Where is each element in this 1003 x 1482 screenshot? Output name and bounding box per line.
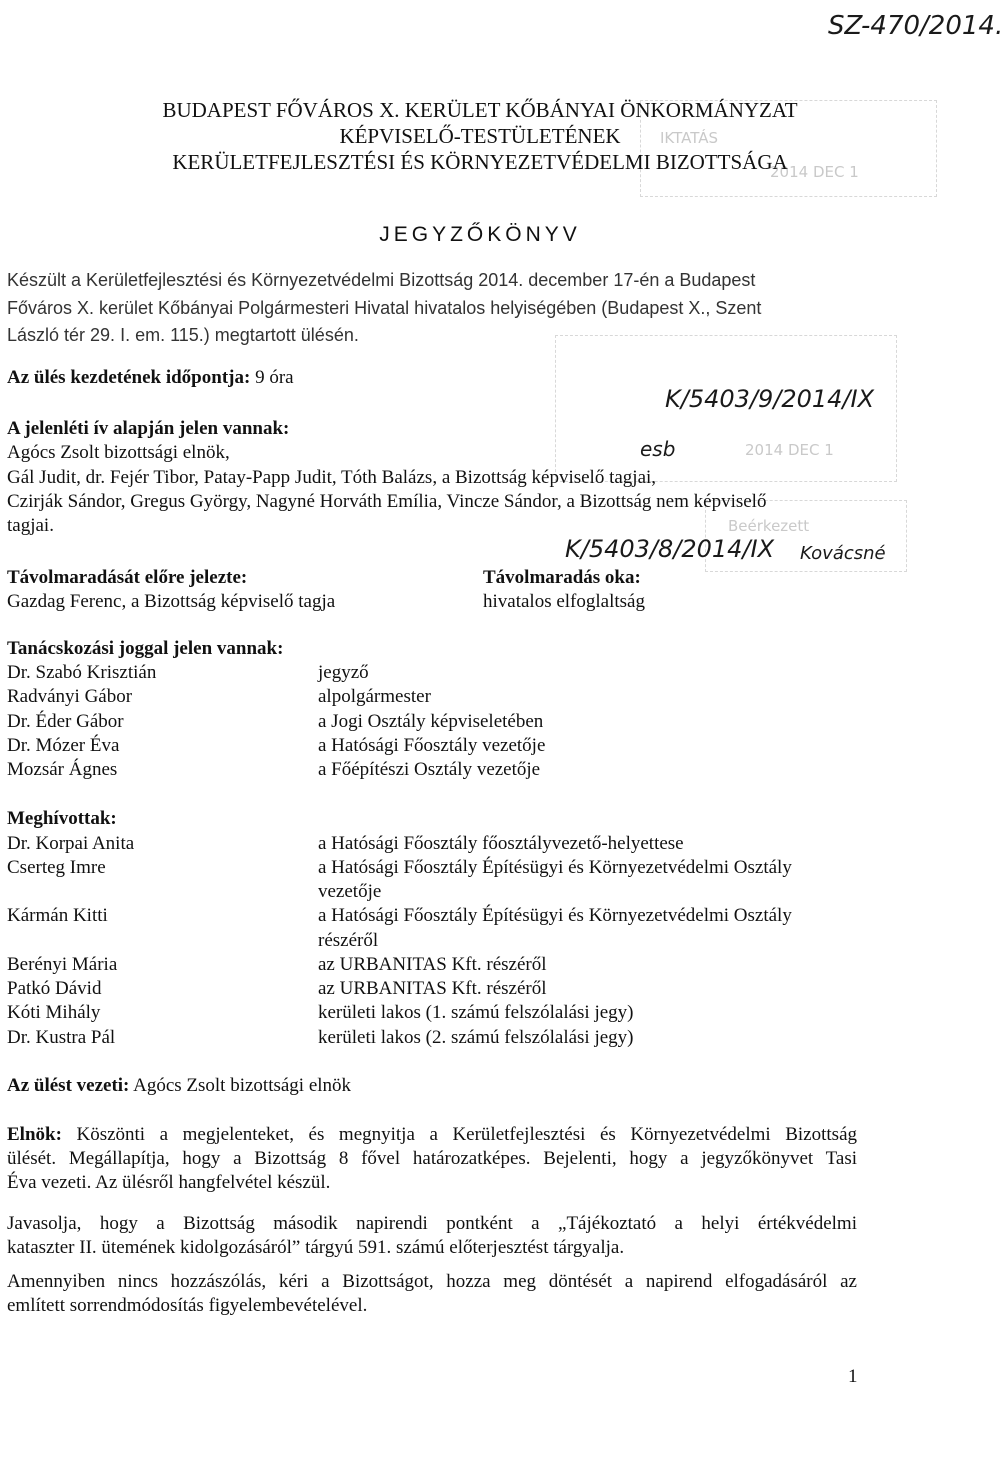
handwritten-mark: esb bbox=[640, 437, 676, 461]
advisory-role: a Főépítészi Osztály vezetője bbox=[318, 759, 541, 780]
invited-name: Dr. Korpai Anita bbox=[7, 833, 135, 854]
para3-line-1: Amennyiben nincs hozzászólás, kéri a Bizottságot, hozza meg döntését a napirend elfogadásáról az bbox=[7, 1271, 857, 1292]
absence-reason-label: Távolmaradás oka: bbox=[483, 567, 641, 588]
handwritten-note: Kovácsné bbox=[800, 543, 886, 564]
advisory-role: a Jogi Osztály képviseletében bbox=[318, 711, 544, 732]
para1-line-1 bbox=[7, 1123, 857, 1147]
attendance-line-4: tagjai. bbox=[7, 515, 54, 536]
start-time-label: Az ülés kezdetének időpontja: bbox=[7, 367, 251, 388]
para2-line-1: Javasolja, hogy a Bizottság második napirendi pontként a „Tájékoztató a helyi értékvédelmi bbox=[7, 1213, 857, 1234]
intro-line-3: László tér 29. I. em. 115.) megtartott ülésén. bbox=[7, 325, 359, 345]
invited-role: kerületi lakos (1. számú felszólalási jegy) bbox=[318, 1002, 634, 1023]
secondary-stamp-label: Beérkezett bbox=[728, 517, 810, 535]
advisory-name: Dr. Éder Gábor bbox=[7, 711, 124, 732]
invited-name: Kármán Kitti bbox=[7, 905, 108, 926]
advisory-role: a Hatósági Főosztály vezetője bbox=[318, 735, 546, 756]
start-time-value: 9 óra bbox=[255, 367, 294, 388]
invited-name: Cserteg Imre bbox=[7, 857, 106, 878]
para1-line-3: Éva vezeti. Az ülésről hangfelvétel készül. bbox=[7, 1172, 331, 1193]
invited-name: Berényi Mária bbox=[7, 954, 118, 975]
header-line-2: KÉPVISELŐ-TESTÜLETÉNEK bbox=[339, 124, 621, 148]
invited-role: az URBANITAS Kft. részéről bbox=[318, 954, 547, 975]
para1-text: Köszönti a megjelenteket, és megnyitja a Kerületfejlesztési és Környezetvédelmi Bizottság bbox=[76, 1124, 857, 1145]
received-stamp-date: 2014 DEC 1 bbox=[745, 441, 834, 459]
invited-role: a Hatósági Főosztály főosztályvezető-helyettese bbox=[318, 833, 684, 854]
invited-name: Patkó Dávid bbox=[7, 978, 102, 999]
intro-line-2: Főváros X. kerület Kőbányai Polgármesteri Hivatal hivatalos helyiségében (Budapest X., Szent bbox=[7, 298, 762, 318]
invited-role: a Hatósági Főosztály Építésügyi és Környezetvédelmi Osztály bbox=[318, 857, 792, 878]
advisory-name: Dr. Szabó Krisztián bbox=[7, 662, 157, 683]
invited-role-cont: részéről bbox=[318, 930, 379, 951]
attendance-label: A jelenléti ív alapján jelen vannak: bbox=[7, 418, 290, 439]
advisory-name: Dr. Mózer Éva bbox=[7, 735, 120, 756]
registry-stamp-date: 2014 DEC 1 bbox=[770, 163, 859, 181]
intro-line-1: Készült a Kerületfejlesztési és Környezetvédelmi Bizottság 2014. december 17-én a Budapest bbox=[7, 270, 756, 290]
page-number: 1 bbox=[848, 1366, 858, 1387]
invited-role-cont: vezetője bbox=[318, 881, 382, 902]
chair-line bbox=[7, 1074, 351, 1098]
invited-role: kerületi lakos (2. számú felszólalási jegy) bbox=[318, 1027, 634, 1048]
para1-line-2: ülését. Megállapítja, hogy a Bizottság 8 fővel határozatképes. Bejelenti, hogy a jegyzőkönyvet Tasi bbox=[7, 1148, 857, 1169]
start-time bbox=[7, 366, 294, 390]
invited-role: az URBANITAS Kft. részéről bbox=[318, 978, 547, 999]
invited-role: a Hatósági Főosztály Építésügyi és Környezetvédelmi Osztály bbox=[318, 905, 792, 926]
advisory-name: Mozsár Ágnes bbox=[7, 759, 118, 780]
absence-reason: hivatalos elfoglaltság bbox=[483, 591, 645, 612]
chair-label: Az ülést vezeti: bbox=[7, 1075, 130, 1096]
registry-stamp-label: IKTATÁS bbox=[660, 129, 718, 147]
absence-label: Távolmaradását előre jelezte: bbox=[7, 567, 248, 588]
invited-label: Meghívottak: bbox=[7, 808, 117, 829]
invited-name: Dr. Kustra Pál bbox=[7, 1027, 116, 1048]
para2-line-2: kataszter II. ütemének kidolgozásáról” tárgyú 591. számú előterjesztést tárgyalja. bbox=[7, 1237, 625, 1258]
invited-name: Kóti Mihály bbox=[7, 1002, 101, 1023]
attendance-line-3: Czirják Sándor, Gregus György, Nagyné Horváth Emília, Vincze Sándor, a Bizottság nem képviselő bbox=[7, 491, 767, 512]
document-title: JEGYZŐKÖNYV bbox=[379, 223, 581, 246]
attendance-line-1: Agócs Zsolt bizottsági elnök, bbox=[7, 442, 230, 463]
absence-member: Gazdag Ferenc, a Bizottság képviselő tagja bbox=[7, 591, 336, 612]
handwritten-ref-2: K/5403/8/2014/IX bbox=[565, 535, 775, 563]
para3-line-2: említett sorrendmódosítás figyelembevételével. bbox=[7, 1295, 368, 1316]
advisory-label: Tanácskozási joggal jelen vannak: bbox=[7, 638, 284, 659]
advisory-role: jegyző bbox=[318, 662, 369, 683]
chair-value: Agócs Zsolt bizottsági elnök bbox=[133, 1075, 352, 1096]
header-line-3: KERÜLETFEJLESZTÉSI ÉS KÖRNYEZETVÉDELMI BIZOTTSÁGA bbox=[172, 150, 788, 174]
advisory-role: alpolgármester bbox=[318, 686, 431, 707]
advisory-name: Radványi Gábor bbox=[7, 686, 133, 707]
header-line-1: BUDAPEST FŐVÁROS X. KERÜLET KŐBÁNYAI ÖNKORMÁNYZAT bbox=[162, 98, 798, 122]
attendance-line-2: Gál Judit, dr. Fejér Tibor, Patay-Papp Judit, Tóth Balázs, a Bizottság képviselő tagjai, bbox=[7, 467, 657, 488]
file-reference-handwritten: SZ-470/2014. bbox=[828, 11, 1003, 41]
speaker-label: Elnök: bbox=[7, 1124, 62, 1145]
handwritten-ref-1: K/5403/9/2014/IX bbox=[665, 385, 875, 413]
